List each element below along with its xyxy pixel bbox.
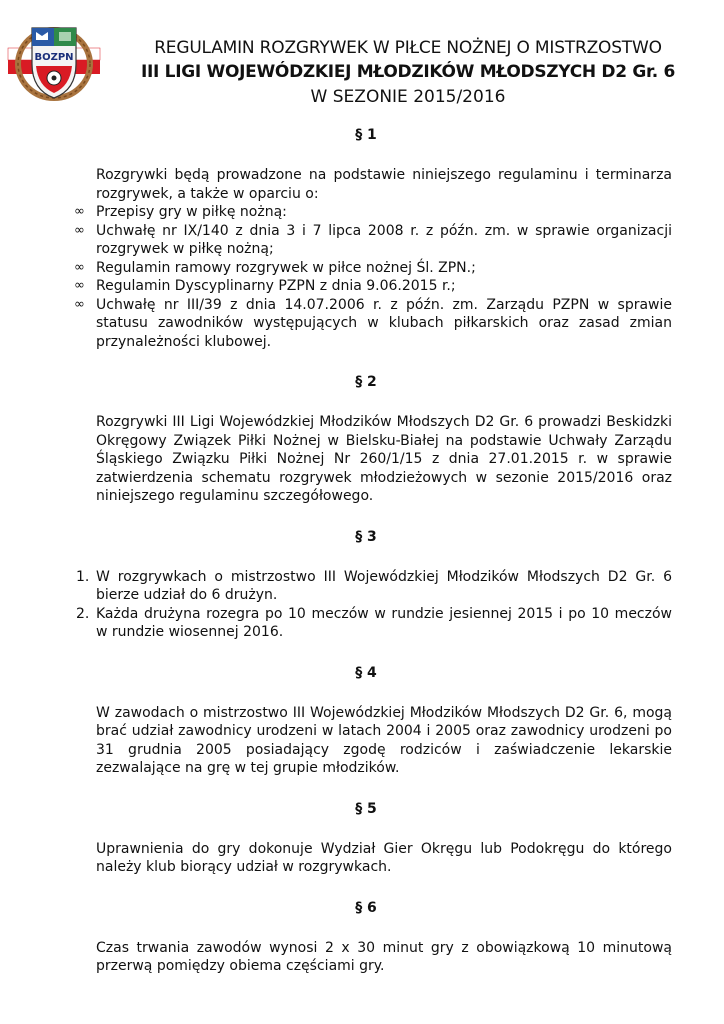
infinity-bullet-icon: ∞ <box>74 296 85 312</box>
list-item: ∞ Uchwałę nr III/39 z dnia 14.07.2006 r. z późn. zm. Zarządu PZPN w sprawie statusu zawodników występujących w klubach piłkarskich oraz zasad zmian przynależności klubowej. <box>74 296 672 350</box>
infinity-bullet-icon: ∞ <box>74 278 85 293</box>
svg-text:BOZPN: BOZPN <box>34 52 74 63</box>
header-line-1: REGULAMIN ROZGRYWEK W PIŁCE NOŻNEJ O MISTRZOSTWO <box>154 38 662 58</box>
infinity-bullet-icon: ∞ <box>74 204 85 219</box>
list-item: ∞ Uchwałę nr IX/140 z dnia 3 i 7 lipca 2008 r. z późn. zm. w sprawie organizacji rozgrywek w piłkę nożną; <box>74 222 672 257</box>
section-6-heading: § 6 <box>355 899 377 916</box>
list-item: 1. W rozgrywkach o mistrzostwo III Wojewódzkiej Młodzików Młodszych D2 Gr. 6 bierze udział do 6 drużyn. <box>76 568 672 603</box>
list-item: ∞ Regulamin Dyscyplinarny PZPN z dnia 9.06.2015 r.; <box>74 278 456 294</box>
section-2-heading: § 2 <box>355 374 377 390</box>
list-item: 2. Każda drużyna rozegra po 10 meczów w rundzie jesiennej 2015 i po 10 meczów w rundzie wiosennej 2016. <box>76 605 672 640</box>
document-header <box>110 36 706 110</box>
section-4-heading: § 4 <box>355 664 377 681</box>
regulation-body <box>60 126 672 976</box>
section-1-heading: § 1 <box>355 127 377 143</box>
list-item: ∞ Przepisy gry w piłkę nożną: <box>74 204 287 220</box>
section-4-text: W zawodach o mistrzostwo III Wojewódzkiej Młodzików Młodszych D2 Gr. 6, mogą brać udział zawodnicy urodzeni w latach 2004 i 2005 oraz zawodnicy urodzeni po 31 grudnia 2005 posiadający zgodę rodziców i zaświadczenie lekarskie zezwalające na grę w tej grupie młodzików. <box>96 704 672 776</box>
header-line-2: III LIGI WOJEWÓDZKIEJ MŁODZIKÓW MŁODSZYCH D2 Gr. 6 <box>140 62 676 82</box>
section-5-text: Uprawnienia do gry dokonuje Wydział Gier Okręgu lub Podokręgu do którego należy klub biorący udział w rozgrywkach. <box>96 840 672 875</box>
section-6-text: Czas trwania zawodów wynosi 2 x 30 minut gry z obowiązkową 10 minutową przerwą pomiędzy obiema częściami gry. <box>96 939 672 974</box>
section-1-intro: Rozgrywki będą prowadzone na podstawie niniejszego regulaminu i terminarza rozgrywek, a także w oparciu o: <box>96 167 672 202</box>
bozpn-logo <box>6 20 102 102</box>
section-5-heading: § 5 <box>355 800 377 817</box>
header-line-3: W SEZONIE 2015/2016 <box>310 87 506 107</box>
infinity-bullet-icon: ∞ <box>74 259 85 275</box>
list-item: ∞ Regulamin ramowy rozgrywek w piłce nożnej Śl. ZPN.; <box>74 259 476 276</box>
infinity-bullet-icon: ∞ <box>74 222 85 238</box>
section-2-text: Rozgrywki III Ligi Wojewódzkiej Młodzików Młodszych D2 Gr. 6 prowadzi Beskidzki Okręgowy Związek Piłki Nożnej w Bielsku-Białej na podstawie Uchwały Zarządu Śląskiego Związku Piłki Nożnej Nr 260/1/15 z dnia 27.01.2015 r. w sprawie zatwierdzenia schematu rozgrywek młodzieżowych w sezonie 2015/2016 oraz niniejszego regulaminu szczegółowego. <box>96 414 672 504</box>
section-3-heading: § 3 <box>355 528 377 545</box>
